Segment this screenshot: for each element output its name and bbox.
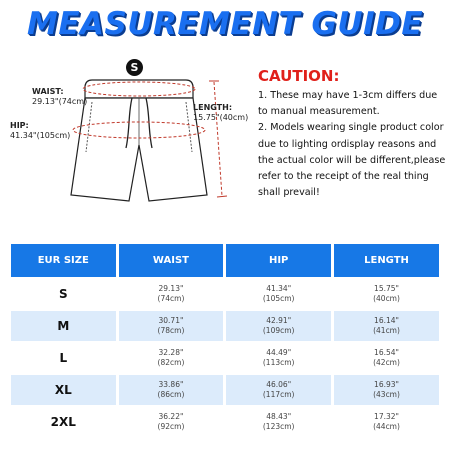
hip-cm: (105cm) <box>262 294 295 303</box>
length-cell <box>334 343 439 373</box>
length-inches: 17.32" <box>374 412 399 421</box>
size-cell: S <box>11 279 116 309</box>
waist-inches: 30.71" <box>158 316 184 325</box>
waist-inches: 33.86" <box>158 380 184 389</box>
hip-cell <box>226 343 331 373</box>
hip-inches: 46.06" <box>266 380 292 389</box>
waist-inches: 36.22" <box>158 412 184 421</box>
waist-cell <box>119 311 224 341</box>
length-cell <box>334 407 439 437</box>
header-hip: HIP <box>226 244 331 277</box>
length-cell <box>334 375 439 405</box>
hip-cm: (123cm) <box>262 422 295 431</box>
length-inches: 16.14" <box>374 316 399 325</box>
waist-cm: (92cm) <box>157 422 185 431</box>
table-row <box>11 311 439 341</box>
hip-cm: (113cm) <box>262 358 295 367</box>
waist-cm: (86cm) <box>157 390 185 399</box>
waist-cm: (82cm) <box>157 358 185 367</box>
hip-value: 41.34"(105cm) <box>10 131 71 140</box>
waist-cell <box>119 407 224 437</box>
hip-inches: 48.43" <box>266 412 292 421</box>
length-cm: (41cm) <box>373 326 400 335</box>
hip-cell <box>226 279 331 309</box>
waist-inches: 29.13" <box>158 284 184 293</box>
caution-line-2: 2. Models wearing single product color due to lighting ordisplay reasons and the actual color will be different,please refer to the receipt of the real thing shall prevail! <box>258 122 446 199</box>
length-cm: (40cm) <box>373 294 400 303</box>
hip-cm: (109cm) <box>262 326 295 335</box>
size-badge: S <box>126 59 143 76</box>
size-table <box>8 242 442 439</box>
length-cm: (42cm) <box>373 358 400 367</box>
waist-cell <box>119 375 224 405</box>
hip-cell <box>226 311 331 341</box>
hip-inches: 44.49" <box>266 348 292 357</box>
size-cell: M <box>11 311 116 341</box>
caution-line-1: 1. These may have 1-3cm differs due to manual measurement. <box>258 90 438 118</box>
table-row <box>11 343 439 373</box>
length-cm: (43cm) <box>373 390 400 399</box>
header-waist: WAIST <box>119 244 224 277</box>
header-eur-size: EUR SIZE <box>11 244 116 277</box>
hip-cm: (117cm) <box>262 390 295 399</box>
length-cell <box>334 311 439 341</box>
length-inches: 16.93" <box>374 380 399 389</box>
hip-inches: 41.34" <box>266 284 292 293</box>
waist-cell <box>119 279 224 309</box>
caution-text <box>258 88 448 201</box>
size-cell: 2XL <box>11 407 116 437</box>
page-title: MEASUREMENT GUIDE <box>26 6 424 42</box>
waist-cm: (74cm) <box>157 294 185 303</box>
shorts-waistband <box>85 80 193 98</box>
length-inches: 16.54" <box>374 348 399 357</box>
waist-cm: (78cm) <box>157 326 185 335</box>
length-cell <box>334 279 439 309</box>
length-measurement <box>193 103 248 123</box>
size-cell: XL <box>11 375 116 405</box>
table-row <box>11 375 439 405</box>
waist-cell <box>119 343 224 373</box>
hip-cell <box>226 375 331 405</box>
caution-title: CAUTION: <box>258 67 340 85</box>
waist-label: WAIST: <box>32 87 64 96</box>
length-label: LENGTH: <box>193 103 233 112</box>
table-row <box>11 407 439 437</box>
hip-label: HIP: <box>10 121 29 130</box>
waist-measurement <box>32 87 87 107</box>
header-length: LENGTH <box>334 244 439 277</box>
size-cell: L <box>11 343 116 373</box>
hip-inches: 42.91" <box>266 316 292 325</box>
waist-value: 29.13"(74cm) <box>32 97 88 106</box>
table-header-row <box>11 244 439 277</box>
length-measure-line <box>214 82 222 196</box>
hip-cell <box>226 407 331 437</box>
waist-inches: 32.28" <box>158 348 184 357</box>
table-row <box>11 279 439 309</box>
length-value: 15.75"(40cm) <box>193 113 249 122</box>
hip-measurement <box>10 121 70 141</box>
length-cm: (44cm) <box>373 422 400 431</box>
length-inches: 15.75" <box>374 284 399 293</box>
